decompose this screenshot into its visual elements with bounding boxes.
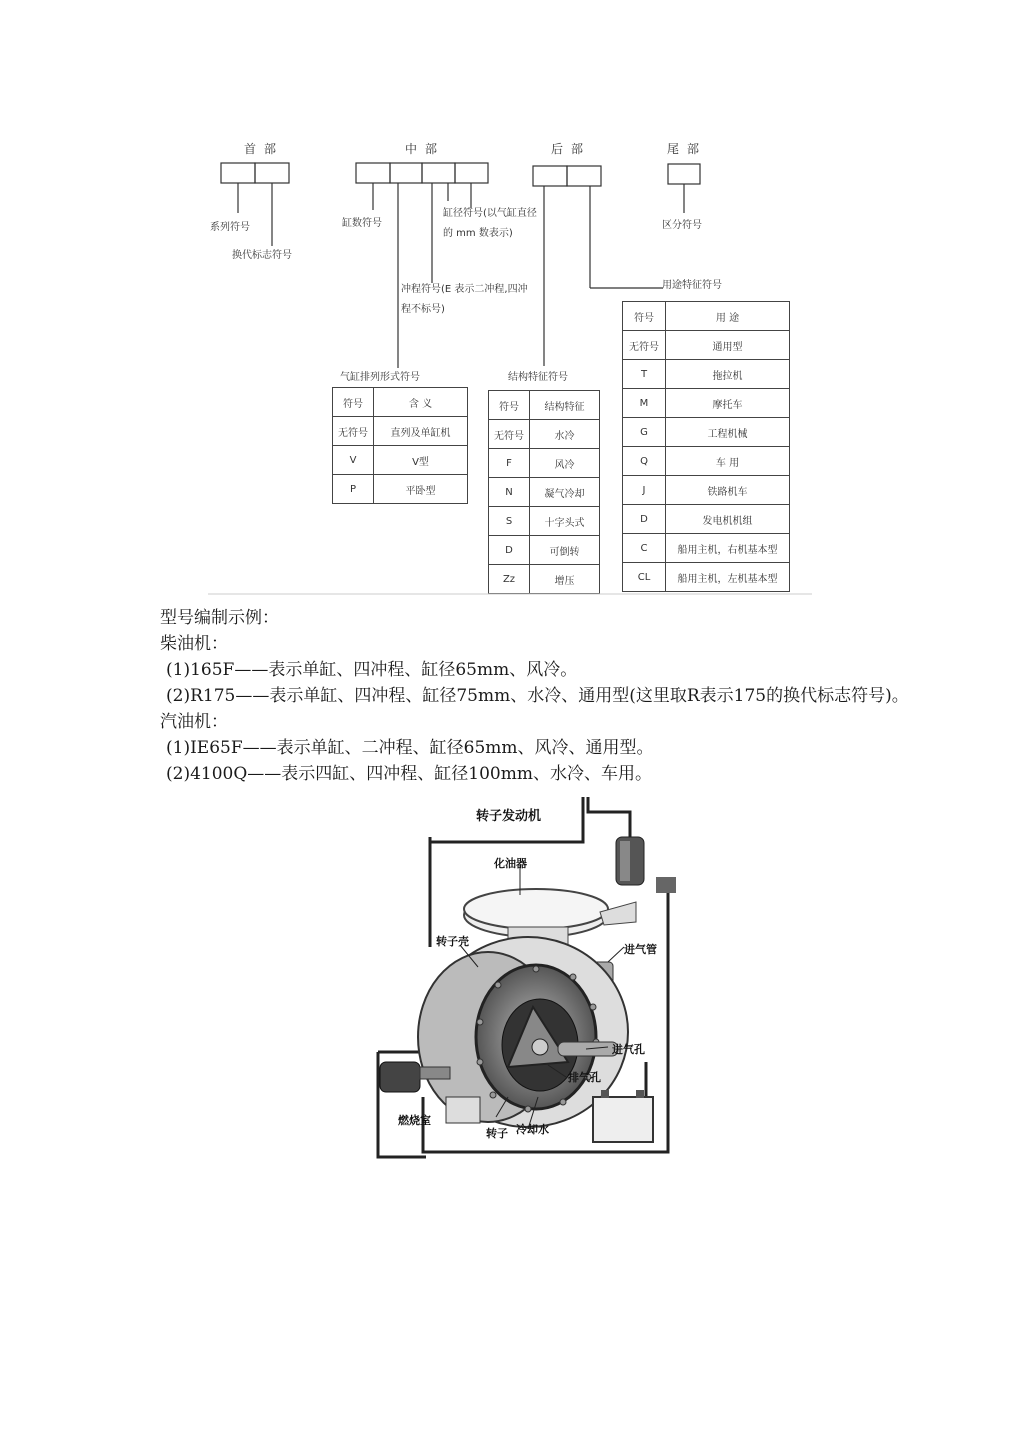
table-cell: 十字头式 bbox=[530, 507, 600, 536]
label-replacement: 换代标志符号 bbox=[232, 250, 292, 261]
diagram-bottom-rule bbox=[200, 128, 820, 598]
table-cell: D bbox=[489, 536, 530, 565]
label-cylinders: 缸数符号 bbox=[342, 218, 382, 229]
table-cell: 可倒转 bbox=[530, 536, 600, 565]
table-cell: 通用型 bbox=[666, 331, 790, 360]
diesel-example-1: (1)165F——表示单缸、四冲程、缸径65mm、风冷。 bbox=[166, 660, 578, 680]
table-cell: 无符号 bbox=[489, 420, 530, 449]
label-combustion-chamber: 燃烧室 bbox=[398, 1114, 431, 1127]
table-cell: 凝气冷却 bbox=[530, 478, 600, 507]
table-cell: 增压 bbox=[530, 565, 600, 594]
table-cell: 拖拉机 bbox=[666, 360, 790, 389]
gasoline-example-1: (1)IE65F——表示单缸、二冲程、缸径65mm、风冷、通用型。 bbox=[166, 738, 654, 758]
table-cell: 无符号 bbox=[623, 331, 666, 360]
label-stroke: 冲程符号(E 表示二冲程,四冲程不标号) bbox=[401, 284, 528, 315]
label-bore: 缸径符号(以气缸直径的 mm 数表示) bbox=[443, 208, 537, 239]
label-exhaust-port: 排气孔 bbox=[568, 1071, 601, 1084]
label-intake-pipe: 进气管 bbox=[624, 943, 657, 956]
header-middle: 中部 bbox=[405, 142, 446, 156]
table-cell: T bbox=[623, 360, 666, 389]
label-structure: 结构特征符号 bbox=[508, 372, 568, 383]
label-rotor-housing: 转子壳 bbox=[436, 935, 469, 948]
gasoline-example-2: (2)4100Q——表示四缸、四冲程、缸径100mm、水冷、车用。 bbox=[166, 764, 652, 784]
table-header: 用 途 bbox=[666, 302, 790, 331]
gasoline-heading: 汽油机： bbox=[160, 712, 228, 732]
label-intake-port: 进气孔 bbox=[612, 1043, 645, 1056]
table-cell: 水冷 bbox=[530, 420, 600, 449]
rotary-engine-illustration bbox=[368, 797, 678, 1169]
table-header: 结构特征 bbox=[530, 391, 600, 420]
header-head: 首部 bbox=[244, 142, 285, 156]
label-carburetor: 化油器 bbox=[494, 857, 527, 870]
label-coolant: 冷却水 bbox=[516, 1123, 549, 1136]
diesel-heading: 柴油机： bbox=[160, 634, 228, 654]
table-header: 符号 bbox=[489, 391, 530, 420]
table-cell: C bbox=[623, 534, 666, 563]
diesel-example-2: (2)R175——表示单缸、四冲程、缸径75mm、水冷、通用型(这里取R表示175的换代标志符号)。 bbox=[166, 686, 909, 706]
table-cell: Zz bbox=[489, 565, 530, 594]
table-cell: N bbox=[489, 478, 530, 507]
table-cell: D bbox=[623, 505, 666, 534]
example-title: 型号编制示例： bbox=[160, 608, 279, 628]
label-distinguish: 区分符号 bbox=[662, 220, 702, 231]
table-header: 含 义 bbox=[374, 388, 468, 417]
table-cell: 工程机械 bbox=[666, 418, 790, 447]
engine-model-diagram bbox=[200, 128, 820, 598]
label-rotor: 转子 bbox=[486, 1127, 508, 1140]
table-cell: 直列及单缸机 bbox=[374, 417, 468, 446]
table-cell: G bbox=[623, 418, 666, 447]
table-cell: J bbox=[623, 476, 666, 505]
table-cell: 平卧型 bbox=[374, 475, 468, 504]
table-cell: V bbox=[333, 446, 374, 475]
header-tail: 尾部 bbox=[667, 142, 708, 156]
table-header: 符号 bbox=[333, 388, 374, 417]
table-cell: 风冷 bbox=[530, 449, 600, 478]
table-cell: Q bbox=[623, 447, 666, 476]
rotary-title: 转子发动机 bbox=[476, 809, 542, 824]
table-cell: V型 bbox=[374, 446, 468, 475]
table-cell: 车 用 bbox=[666, 447, 790, 476]
table-cell: 船用主机，右机基本型 bbox=[666, 534, 790, 563]
label-purpose: 用途特征符号 bbox=[662, 280, 722, 291]
table-cell: F bbox=[489, 449, 530, 478]
table-cell: 铁路机车 bbox=[666, 476, 790, 505]
label-series: 系列符号 bbox=[210, 222, 250, 233]
table-cell: S bbox=[489, 507, 530, 536]
table-cell: 发电机机组 bbox=[666, 505, 790, 534]
table-header: 符号 bbox=[623, 302, 666, 331]
table-cell: M bbox=[623, 389, 666, 418]
table-cell: 摩托车 bbox=[666, 389, 790, 418]
header-rear: 后部 bbox=[551, 142, 592, 156]
examples-text bbox=[160, 605, 1000, 787]
table-cell: CL bbox=[623, 563, 666, 592]
table-cell: 船用主机，左机基本型 bbox=[666, 563, 790, 592]
table-cell: P bbox=[333, 475, 374, 504]
label-arrangement: 气缸排列形式符号 bbox=[340, 372, 420, 383]
table-cell: 无符号 bbox=[333, 417, 374, 446]
